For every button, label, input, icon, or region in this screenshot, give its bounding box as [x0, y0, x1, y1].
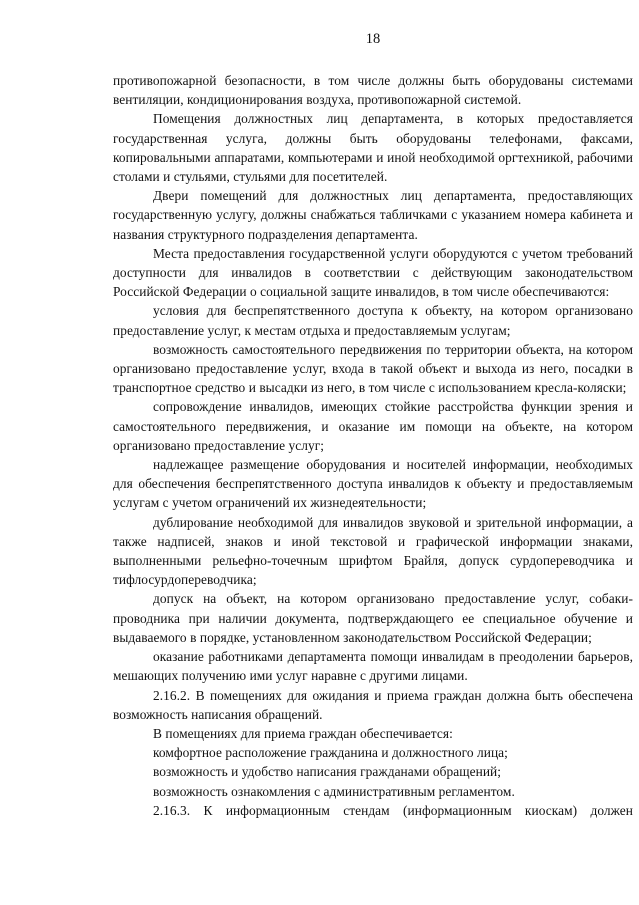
paragraph: 2.16.2. В помещениях для ожидания и приема граждан должна быть обеспечена возможность написания обращений.: [113, 687, 633, 722]
body-text: [113, 71, 639, 820]
paragraph: Помещения должностных лиц департамента, в которых предоставляется государственная услуга, должны быть оборудованы телефонами, факсами, копировальными аппаратами, компьютерами и иной необходимой оргтехникой, рабочими столами и стульями, стульями для посетителей.: [113, 111, 633, 185]
paragraph: дублирование необходимой для инвалидов звуковой и зрительной информации, а также надписей, знаков и иной текстовой и графической информации знаками, выполненными рельефно-точечным шрифтом Брайля, допуск сурдопереводчика и тифлосурдопереводчика;: [113, 514, 633, 588]
paragraph: допуск на объект, на котором организовано предоставление услуг, собаки-проводника при наличии документа, подтверждающего ее специальное обучение и выдаваемого в порядке, установленном законодательством Российской Федерации;: [113, 591, 633, 645]
paragraph: Двери помещений для должностных лиц департамента, предоставляющих государственную услугу, должны снабжаться табличками с указанием номера кабинета и названия структурного подразделения департамента.: [113, 188, 633, 242]
paragraph: В помещениях для приема граждан обеспечивается:: [153, 725, 453, 741]
paragraph: надлежащее размещение оборудования и носителей информации, необходимых для обеспечения беспрепятственного доступа инвалидов к объекту и предоставляемым услугам с учетом ограничений их жизнедеятельности;: [113, 457, 633, 511]
paragraph: противопожарной безопасности, в том числе должны быть оборудованы системами вентиляции, кондиционирования воздуха, противопожарной системой.: [113, 73, 633, 108]
paragraph: 2.16.3. К информационным стендам (информационным киоскам) должен: [153, 802, 633, 818]
paragraph: сопровождение инвалидов, имеющих стойкие расстройства функции зрения и самостоятельного передвижения, и оказание им помощи на объекте, на котором организовано предоставление услуг;: [113, 399, 633, 453]
paragraph: возможность ознакомления с административным регламентом.: [153, 783, 515, 799]
paragraph: Места предоставления государственной услуги оборудуются с учетом требований доступности для инвалидов в соответствии с действующим законодательством Российской Федерации о социальной защите инвалидов, в том числе обеспечиваются:: [113, 245, 633, 300]
paragraph: комфортное расположение гражданина и должностного лица;: [153, 745, 508, 761]
paragraph: условия для беспрепятственного доступа к объекту, на котором организовано предоставление услуг, к местам отдыха и предоставляемым услугам;: [113, 303, 633, 338]
paragraph: возможность самостоятельного передвижения по территории объекта, на котором организовано предоставление услуг, входа в такой объект и выхода из него, посадки в транспортное средство и высадки из него, в том числе с использованием кресла-коляски;: [113, 341, 633, 396]
page-number: 18: [365, 31, 381, 47]
paragraph: возможность и удобство написания гражданами обращений;: [153, 764, 502, 780]
paragraph: оказание работниками департамента помощи инвалидам в преодолении барьеров, мешающих получению ими услуг наравне с другими лицами.: [113, 649, 633, 684]
